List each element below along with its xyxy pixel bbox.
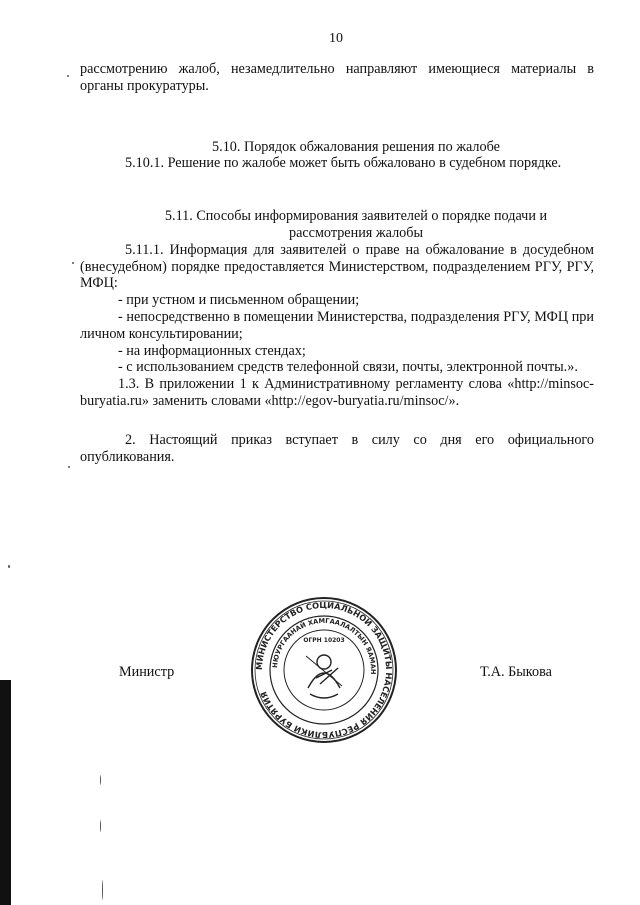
order-clause-paragraph: 2. Настоящий приказ вступает в силу со дня его официального опубликования.	[80, 431, 594, 465]
scan-speck	[68, 466, 70, 468]
page-number: 10	[329, 31, 343, 46]
scan-speck	[67, 75, 69, 77]
paragraph-5-11-1: 5.11.1. Информация для заявителей о праве на обжалование в досудебном (внесудебном) порядке предоставляется Министерством, подразделением РГУ, РГУ, МФЦ:	[80, 241, 594, 292]
document-body	[80, 61, 594, 465]
scan-speck	[72, 262, 74, 264]
list-item: - с использованием средств телефонной связи, почты, электронной почты.».	[118, 359, 578, 376]
list-item: - при устном и письменном обращении;	[118, 292, 360, 309]
signatory-name: Т.А. Быкова	[480, 664, 552, 680]
scan-speck	[102, 880, 103, 900]
scan-speck	[100, 820, 101, 832]
scan-speck	[8, 565, 10, 568]
list-item: - на информационных стендах;	[118, 342, 306, 359]
official-seal	[250, 596, 398, 744]
seal-outer-text: МИНИСТЕРСТВО СОЦИАЛЬНОЙ ЗАЩИТЫ НАСЕЛЕНИЯ РЕСПУБЛИКИ БУРЯТИЯ	[253, 599, 395, 741]
scan-speck	[100, 775, 101, 785]
list-item: - непосредственно в помещении Министерства, подразделения РГУ, МФЦ при личном консультировании;	[80, 308, 594, 342]
continuation-paragraph: рассмотрению жалоб, незамедлительно направляют имеющиеся материалы в органы прокуратуры.	[80, 61, 594, 94]
section-heading-5-11-line1: 5.11. Способы информирования заявителей о порядке подачи и	[164, 208, 548, 225]
paragraph-5-10-1: 5.10.1. Решение по жалобе может быть обжаловано в судебном порядке.	[125, 155, 562, 172]
seal-emblem-icon	[306, 655, 342, 698]
seal-inner-text: НЮУРГААНАЙ ХАМГААЛАЛТЫН ЯАМАН	[270, 616, 378, 675]
scan-edge-shadow	[0, 680, 11, 905]
paragraph-1-3: 1.3. В приложении 1 к Административному регламенту слова «http://minsoc-buryatia.ru» заменить словами «http://egov-buryatia.ru/minsoc/».	[80, 376, 594, 409]
section-heading-5-11-line2: рассмотрения жалобы	[288, 224, 424, 241]
section-heading-5-10: 5.10. Порядок обжалования решения по жалобе	[212, 138, 500, 155]
signatory-title: Министр	[119, 664, 175, 680]
seal-ogrn: ОГРН 10203	[303, 637, 345, 644]
